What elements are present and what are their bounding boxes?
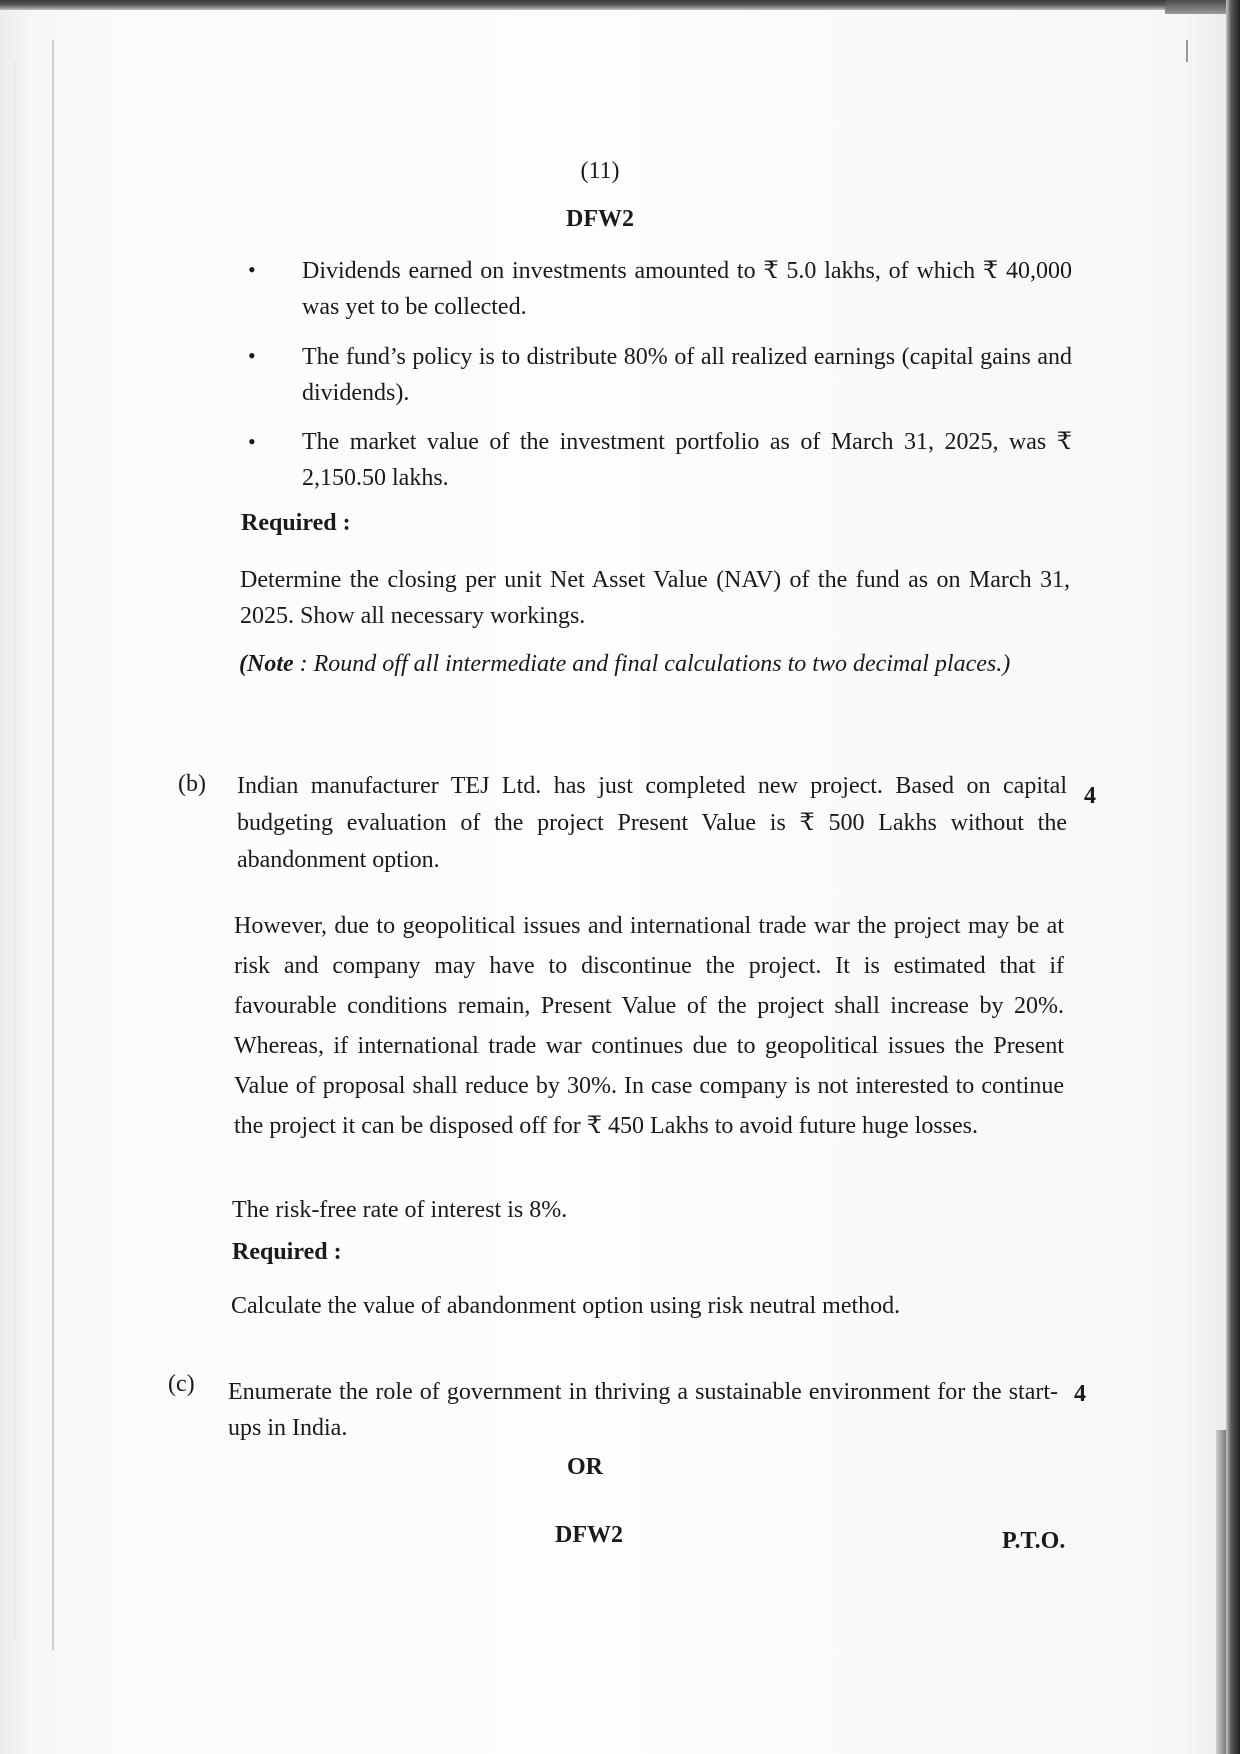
edge-mark <box>1186 40 1188 62</box>
note-text <box>239 646 1069 682</box>
required-text-a: Determine the closing per unit Net Asset Value (NAV) of the fund as on March 31, 2025. Show all necessary workings. <box>240 567 1070 629</box>
scan-right-shadow <box>1226 0 1240 1754</box>
part-b-marks: 4 <box>1084 783 1096 809</box>
note-label: (Note <box>239 651 294 677</box>
required-heading-a: Required : <box>241 510 351 536</box>
note-body: : Round off all intermediate and final calculations to two decimal places.) <box>299 651 1011 677</box>
part-b-label: (b) <box>178 771 206 797</box>
or-separator: OR <box>567 1454 603 1480</box>
please-turn-over: P.T.O. <box>1002 1528 1066 1554</box>
scan-right-lower-shadow <box>1216 1430 1226 1754</box>
bullet-marker: • <box>248 257 256 282</box>
paper-code-header: DFW2 <box>566 206 634 232</box>
page-number: (11) <box>580 158 620 184</box>
scan-top-shadow <box>0 0 1170 10</box>
paper-code-footer: DFW2 <box>555 1522 623 1548</box>
part-b-para-3: The risk-free rate of interest is 8%. <box>232 1197 568 1223</box>
part-c-label: (c) <box>168 1371 195 1397</box>
part-b-para-1: Indian manufacturer TEJ Ltd. has just completed new project. Based on capital budgeting evaluation of the project Present Value is ₹ 500 Lakhs without the abandonment option. <box>237 773 1067 873</box>
bullet-marker: • <box>248 429 256 454</box>
page-edge-line <box>14 60 15 1640</box>
part-c-text: Enumerate the role of government in thriving a sustainable environment for the start-ups in India. <box>228 1379 1058 1441</box>
bullet-market-value: The market value of the investment portfolio as of March 31, 2025, was ₹ 2,150.50 lakhs. <box>302 429 1072 491</box>
required-text-b: Calculate the value of abandonment option using risk neutral method. <box>231 1293 901 1319</box>
page-fold-line <box>52 40 54 1650</box>
bullet-dividends: Dividends earned on investments amounted to ₹ 5.0 lakhs, of which ₹ 40,000 was yet to be collected. <box>302 258 1072 320</box>
part-c-marks: 4 <box>1074 1381 1086 1407</box>
required-heading-b: Required : <box>232 1239 342 1265</box>
bullet-policy: The fund’s policy is to distribute 80% of all realized earnings (capital gains and dividends). <box>302 344 1072 406</box>
bullet-marker: • <box>248 343 256 368</box>
part-b-para-2: However, due to geopolitical issues and international trade war the project may be at risk and company may have to discontinue the project. It is estimated that if favourable conditions remain, Present Value of the project shall increase by 20%. Whereas, if international trade war continues due to geopolitical issues the Present Value of proposal shall reduce by 30%. In case company is not interested to continue the project it can be disposed off for ₹ 450 Lakhs to avoid future huge losses. <box>234 913 1064 1139</box>
